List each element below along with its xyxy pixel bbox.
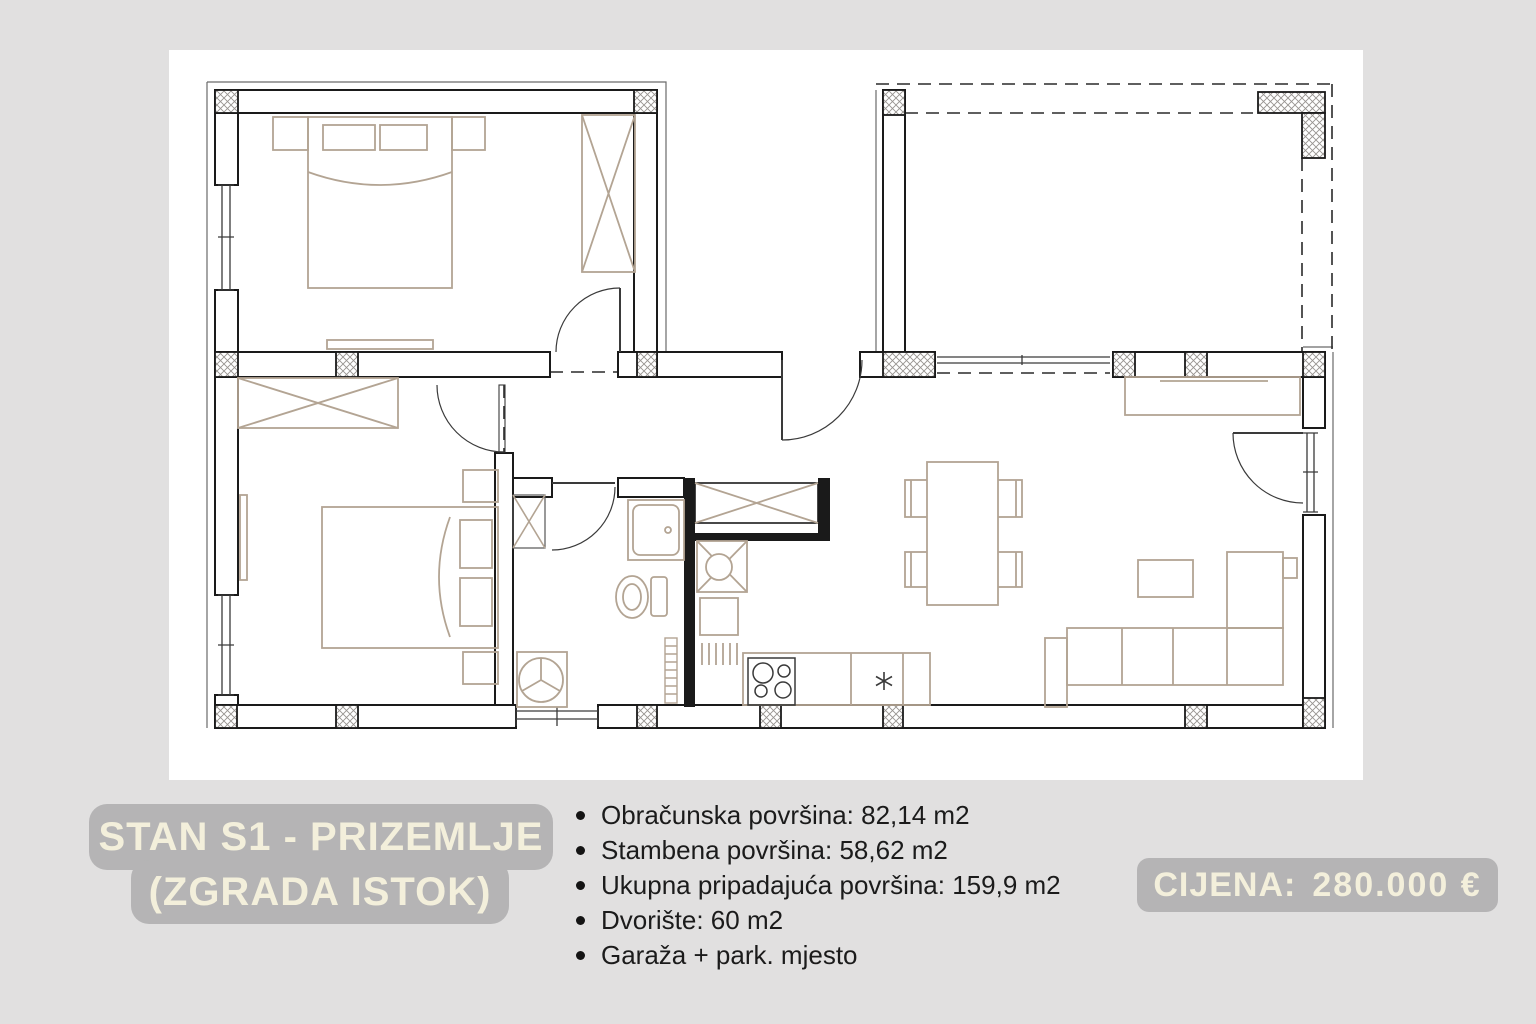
detail-text: Ukupna pripadajuća površina: 159,9 m2 — [601, 870, 1061, 900]
detail-text: Obračunska površina: 82,14 m2 — [601, 800, 970, 830]
kitchen-overhead-cabinet — [695, 483, 818, 523]
building-envelope-outline — [207, 82, 1333, 728]
apartment-details-list — [576, 798, 1061, 973]
dining-table-and-chairs — [905, 462, 1022, 605]
bedroom-1-furniture — [273, 115, 635, 349]
list-item — [576, 798, 1061, 833]
terrace-dashed-boundary — [504, 84, 1332, 453]
bullet-icon — [576, 811, 585, 820]
door-swings — [437, 288, 1303, 550]
stove-icon — [748, 658, 795, 705]
list-item — [576, 903, 1061, 938]
list-item — [576, 938, 1061, 973]
bullet-icon — [576, 846, 585, 855]
bullet-icon — [576, 951, 585, 960]
title-badge-line-2 — [131, 860, 509, 924]
detail-text: Garaža + park. mjesto — [601, 940, 858, 970]
kitchen-fixtures — [697, 541, 930, 705]
list-item — [576, 868, 1061, 903]
bullet-icon — [576, 916, 585, 925]
detail-text: Dvorište: 60 m2 — [601, 905, 784, 935]
price-amount: 280.000 € — [1312, 865, 1482, 904]
windows — [218, 185, 1318, 726]
building-subtitle: (ZGRADA ISTOK) — [148, 869, 492, 914]
radiator-icon — [665, 638, 677, 703]
price-label: CIJENA: — [1153, 865, 1297, 904]
fridge-snowflake-icon — [876, 672, 892, 690]
bedroom-2-furniture — [238, 378, 498, 684]
plan-canvas — [169, 50, 1363, 780]
detail-text: Stambena površina: 58,62 m2 — [601, 835, 948, 865]
apartment-title: STAN S1 - PRIZEMLJE — [98, 814, 544, 859]
toilet-icon — [616, 576, 667, 618]
washing-machine-icon — [517, 652, 567, 707]
bullet-icon — [576, 881, 585, 890]
floor-plan-drawing — [169, 50, 1363, 780]
list-item — [576, 833, 1061, 868]
price-badge — [1137, 858, 1498, 912]
bathroom-fixtures — [513, 495, 684, 707]
shower-icon — [628, 500, 684, 560]
living-room-furniture — [1045, 377, 1300, 707]
